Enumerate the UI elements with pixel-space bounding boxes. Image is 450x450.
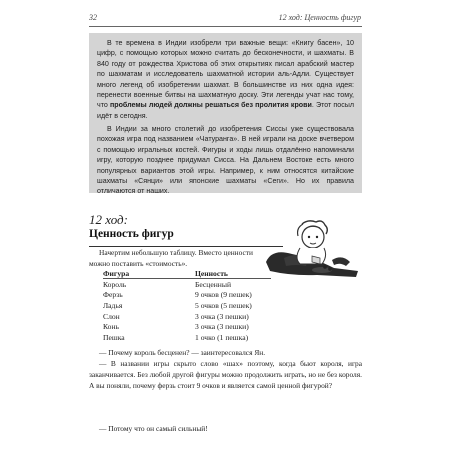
piece-value: 3 очка (3 пешки) <box>195 322 249 332</box>
column-header: Ценность <box>195 269 228 278</box>
piece-name: Пешка <box>103 333 125 343</box>
history-paragraph-1: В те времена в Индии изобрели три важные вещи: «Книгу басен», 10 цифр, с помощью которых можно считать до бесконечности, и шахматы. В 840 году от рождества Христова об этих открытиях писал арабский мастер по шахматам и исследователь шахматной истории аль-Адли. Существует много легенд об изобретении шахмат. В большинстве из них одна идея: перенести военные битвы на шахматную доску. Эти легенды учат нас тому, что проблемы людей должны решаться без пролития крови. Этот посыл идёт в сегодня. <box>97 39 354 120</box>
piece-value: 3 очка (3 пешки) <box>195 311 249 321</box>
table-header-row <box>103 269 323 280</box>
table-row <box>103 312 323 323</box>
chapter-number: 12 ход: <box>89 212 128 227</box>
chapter-title: Ценность фигур <box>89 228 174 240</box>
intro-paragraph: Начертим небольшую таблицу. Вместо ценности можно поставить «стоимость». <box>89 248 253 268</box>
dialogue-line: — В названии игры скрыто слово «шах» поэтому, когда бьют короля, игра заканчивается. Без любой другой фигуры можно продолжить играть, но не без короля. А вы поняли, почему ферзь стоит 9 очков и является самой ценной фигурой? <box>89 359 362 390</box>
emphasis-text: проблемы людей должны решаться без пролития крови <box>109 101 312 110</box>
dialogue-line: — Потому что он самый сильный! <box>99 424 208 433</box>
piece-value: Бесценный <box>195 279 232 289</box>
dialogue-line: — Почему король бесценен? — заинтересовался Ян. <box>99 348 266 357</box>
history-paragraph-2: В Индии за много столетий до изобретения Сиссы уже существовала похожая игра под названием «Чатуранга». В ней играли на доске вчетвером с помощью игральных костей. Фигуры и ходы лишь отдалённо напоминали игру, которую позднее придумал Сисса. На Дальнем Востоке есть много популярных вариантов этой игры. Например, к ним относятся китайские шахматы «Сянци» или японские шахматы «Сеги». Но их правила отличаются от наших. <box>97 125 354 196</box>
running-title: 12 ход: Ценность фигур <box>278 13 361 22</box>
table-row <box>103 290 323 301</box>
piece-value: 9 очков (9 пешек) <box>195 290 252 300</box>
piece-value-table <box>103 269 323 344</box>
piece-name: Ферзь <box>103 290 123 300</box>
piece-value: 5 очков (5 пешек) <box>195 301 252 311</box>
history-sidebar-box <box>89 33 362 196</box>
column-header: Фигура <box>103 269 130 278</box>
title-underline <box>89 246 283 247</box>
table-row <box>103 322 323 333</box>
table-row <box>103 280 323 291</box>
table-row <box>103 301 323 312</box>
header-rule <box>89 26 362 27</box>
piece-name: Король <box>103 279 127 289</box>
piece-value: 1 очко (1 пешка) <box>195 333 249 343</box>
piece-name: Слон <box>103 311 120 321</box>
piece-name: Ладья <box>103 301 123 311</box>
piece-name: Конь <box>103 322 120 332</box>
table-row <box>103 333 323 344</box>
page-number: 32 <box>89 13 97 22</box>
page-header <box>89 13 361 25</box>
